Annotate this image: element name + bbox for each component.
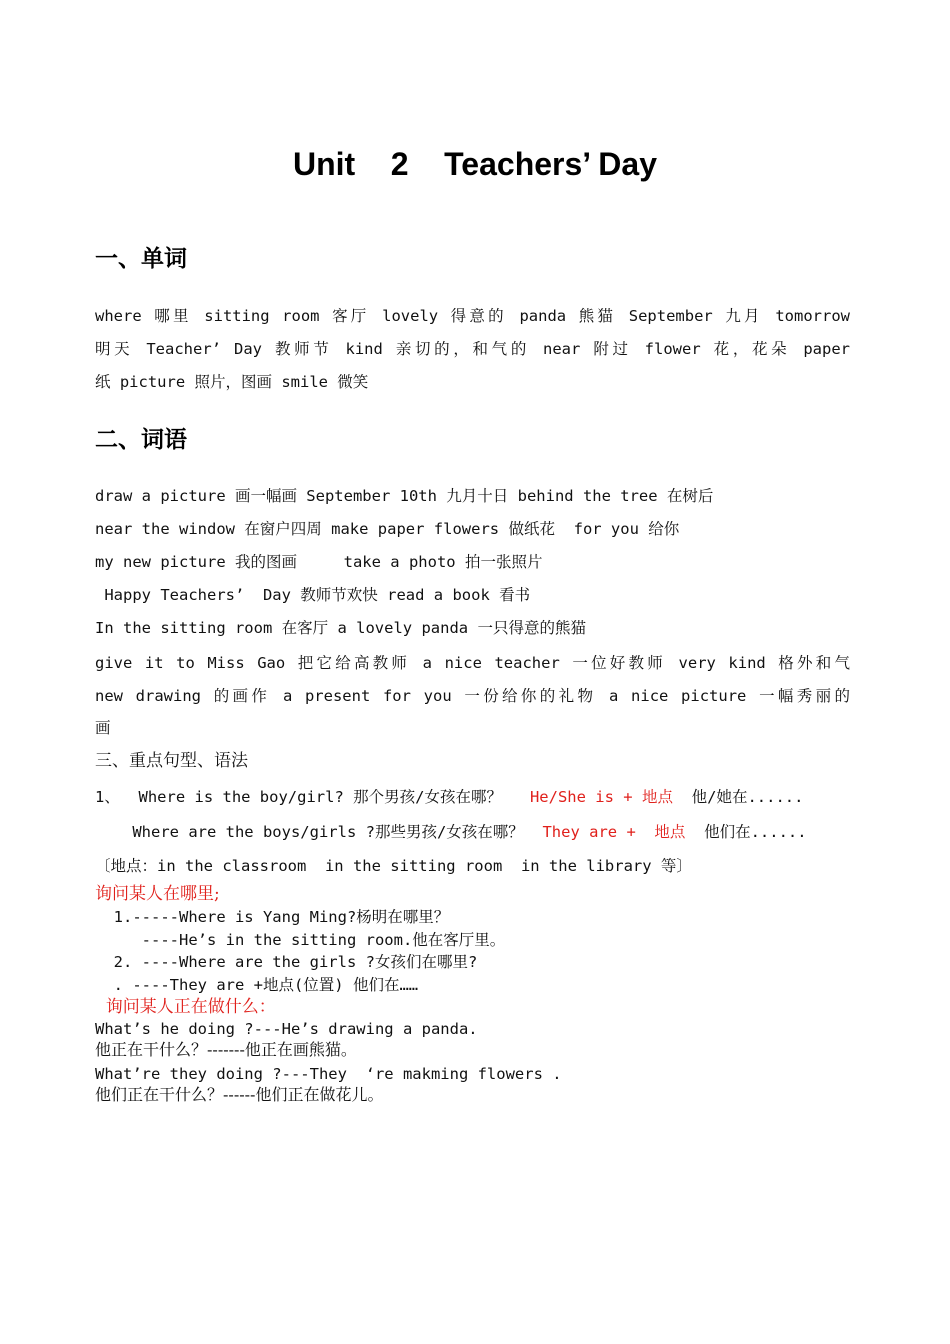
phrase-line: draw a picture 画一幅画 September 10th 九月十日 behind the tree 在树后: [95, 487, 714, 505]
example-question: 2. ----Where are the girls ?女孩们在哪里?: [95, 953, 478, 971]
places-note: 〔地点：in the classroom in the sitting room in the library 等〕: [95, 857, 692, 875]
phrase-line: my new picture 我的图画 take a photo 拍一张照片: [95, 553, 543, 571]
grammar-item-2: [95, 822, 807, 842]
phrase-line: near the window 在窗户四周 make paper flowers 做纸花 for you 给你: [95, 520, 680, 538]
ask-where-heading: 询问某人在哪里;: [95, 884, 220, 904]
phrase-line: give it to Miss Gao 把它给高教师 a nice teacher 一位好教师 very kind 格外和气: [95, 654, 850, 672]
example-answer: . ----They are +地点(位置) 他们在……: [95, 976, 419, 994]
doing-example-english: What’s he doing ?---He’s drawing a panda.: [95, 1020, 478, 1038]
section-heading-grammar: 三、重点句型、语法: [95, 751, 248, 771]
grammar-pattern: He/She is + 地点: [529, 788, 673, 806]
grammar-meaning: 他们在......: [685, 823, 807, 841]
doing-example-english: What’re they doing ?---They ‘re makming flowers .: [95, 1065, 562, 1083]
example-question: 1.-----Where is Yang Ming?杨明在哪里？: [95, 908, 450, 926]
doing-example-chinese: 他正在干什么？-------他正在画熊猫。: [95, 1040, 357, 1059]
phrase-line: In the sitting room 在客厅 a lovely panda 一只得意的熊猫: [95, 619, 586, 637]
section-heading-phrases: 二、词语: [95, 427, 187, 453]
grammar-pattern: They are + 地点: [542, 823, 686, 841]
page-title: Unit 2 Teachers’ Day: [293, 146, 657, 182]
phrase-line: Happy Teachers’ Day 教师节欢快 read a book 看书: [95, 586, 531, 604]
doing-example-chinese: 他们正在干什么？------他们正在做花儿。: [95, 1085, 384, 1104]
phrase-line: new drawing 的画作 a present for you 一份给你的礼物 a nice picture 一幅秀丽的: [95, 687, 850, 705]
ask-doing-heading: 询问某人正在做什么：: [95, 997, 276, 1017]
vocab-line: 纸 picture 照片，图画 smile 微笑: [95, 373, 369, 391]
example-answer: ----He’s in the sitting room.他在客厅里。: [95, 931, 506, 949]
section-heading-words: 一、单词: [95, 246, 187, 272]
vocab-line: where 哪里 sitting room 客厅 lovely 得意的 panda 熊猫 September 九月 tomorrow: [95, 307, 850, 325]
phrase-line: 画: [95, 719, 111, 737]
vocab-line: 明天 Teacher’ Day 教师节 kind 亲切的，和气的 near 附过 flower 花，花朵 paper: [95, 340, 850, 358]
grammar-question: Where are the boys/girls ?那些男孩/女孩在哪？: [95, 823, 543, 841]
grammar-question: 1、 Where is the boy/girl? 那个男孩/女孩在哪？: [95, 788, 530, 806]
grammar-meaning: 他/她在......: [672, 788, 804, 806]
grammar-item-1: [95, 787, 803, 807]
